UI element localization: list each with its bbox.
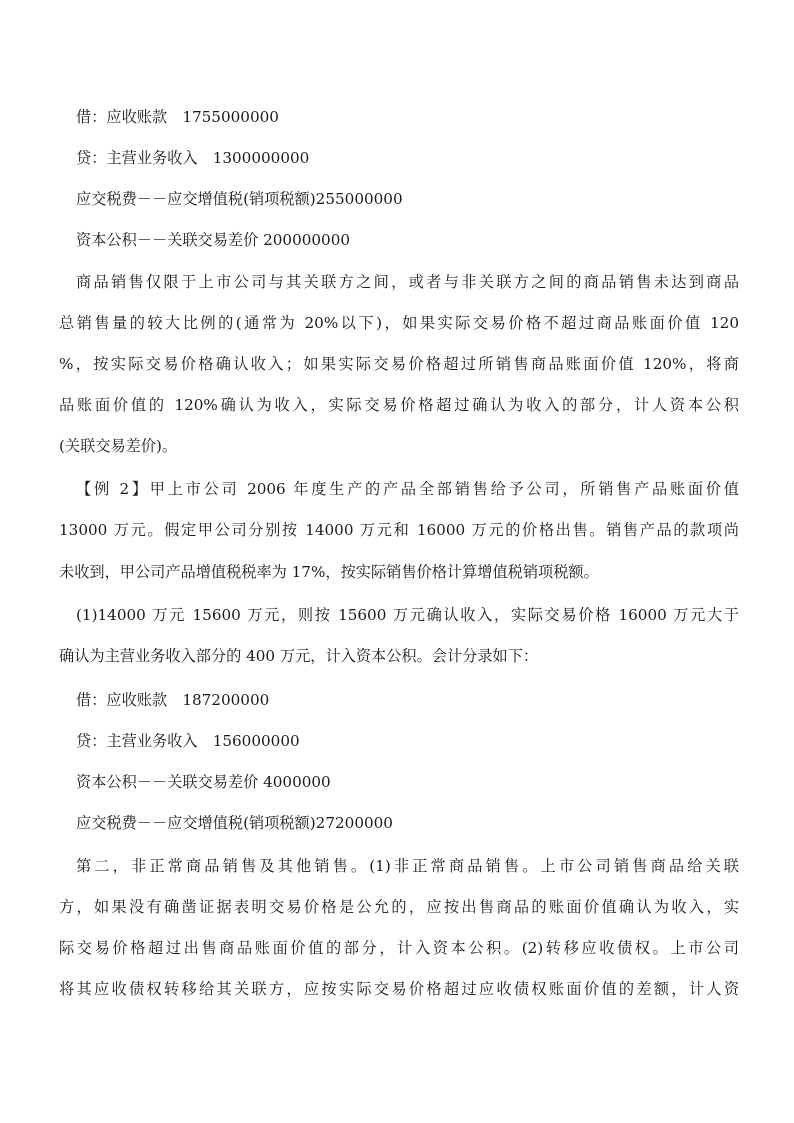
paragraph-line: 未收到，甲公司产品增值税税率为 17%，按实际销售价格计算增值税销项税额。 (59, 563, 599, 581)
paragraph-line: (1)14000 万元 15600 万元，则按 15600 万元确认收入，实际交易价格 16000 万元大于 (76, 606, 739, 624)
paragraph-line: (关联交易差价)。 (59, 437, 178, 455)
journal-debit-line: 借：应收账款 1755000000 (76, 108, 279, 126)
journal-capital-line: 资本公积－－关联交易差价 200000000 (76, 231, 351, 249)
paragraph-line: 13000 万元。假定甲公司分别按 14000 万元和 16000 万元的价格出售。销售产品的款项尚 (59, 521, 739, 539)
paragraph-line: 将其应收债权转移给其关联方，应按实际交易价格超过应收债权账面价值的差额，计人资 (59, 980, 739, 998)
example-heading-line: 【例 2】甲上市公司 2006 年度生产的产品全部销售给予公司，所销售产品账面价值 (76, 480, 739, 498)
paragraph-line: 总销售量的较大比例的(通常为 20%以下)，如果实际交易价格不超过商品账面价值 120 (59, 314, 739, 332)
paragraph-line: %，按实际交易价格确认收入；如果实际交易价格超过所销售商品账面价值 120%，将商 (59, 355, 739, 373)
paragraph-line: 际交易价格超过出售商品账面价值的部分，计入资本公积。(2)转移应收债权。上市公司 (59, 939, 739, 957)
paragraph-line: 方，如果没有确凿证据表明交易价格是公允的，应按出售商品的账面价值确认为收入，实 (59, 898, 739, 916)
journal-debit-line: 借：应收账款 187200000 (76, 691, 270, 709)
journal-capital-line: 资本公积－－关联交易差价 4000000 (76, 773, 331, 791)
paragraph-line: 品账面价值的 120%确认为收入，实际交易价格超过确认为收入的部分，计人资本公积 (59, 396, 739, 414)
paragraph-line: 确认为主营业务收入部分的 400 万元，计入资本公积。会计分录如下： (59, 647, 539, 665)
journal-credit-line: 贷：主营业务收入 1300000000 (76, 149, 310, 167)
journal-tax-line: 应交税费－－应交增值税(销项税额)27200000 (76, 814, 393, 832)
paragraph-line: 商品销售仅限于上市公司与其关联方之间，或者与非关联方之间的商品销售未达到商品 (76, 273, 739, 291)
journal-credit-line: 贷：主营业务收入 156000000 (76, 732, 300, 750)
journal-tax-line: 应交税费－－应交增值税(销项税额)255000000 (76, 190, 403, 208)
paragraph-line: 第二，非正常商品销售及其他销售。(1)非正常商品销售。上市公司销售商品给关联 (76, 857, 739, 875)
